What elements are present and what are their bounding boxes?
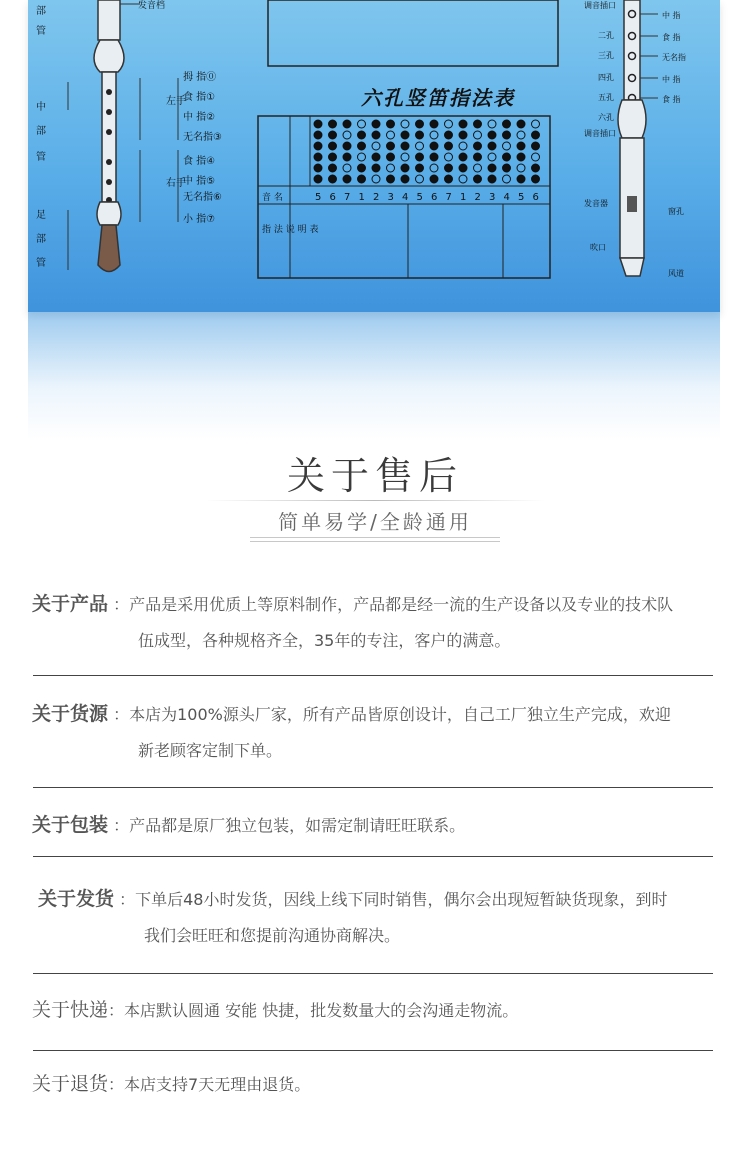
fingering-dot	[445, 153, 453, 161]
fingering-dot	[459, 153, 467, 161]
info-item-packaging: 关于包装 ：产品都是原厂独立包装，如需定制请旺旺联系。	[32, 814, 466, 836]
info-item-express: 关于快递：本店默认圆通 安能 快捷，批发数量大的会沟通走物流。	[32, 999, 519, 1021]
fingering-dot	[445, 175, 453, 183]
item-text: 产品都是原厂独立包装，如需定制请旺旺联系。	[129, 816, 466, 835]
fingering-dot	[430, 164, 438, 172]
note-label: 5	[518, 192, 525, 203]
hole-label-2: 中 指②	[183, 112, 216, 123]
fingering-dot	[517, 164, 525, 172]
fingering-dot	[372, 164, 380, 172]
fingering-dot	[503, 120, 511, 128]
fingering-chart-graphic	[28, 0, 720, 312]
fingering-dot	[358, 142, 366, 150]
fingering-dot	[358, 120, 366, 128]
fingering-dot	[387, 120, 395, 128]
fingering-dot	[488, 175, 496, 183]
item-text-cont: 伍成型，各种规格齐全，35年的专注，客户的满意。	[138, 631, 511, 650]
note-label: 3	[489, 192, 496, 203]
right-label-1: 二孔	[598, 31, 614, 40]
fingering-dot	[401, 175, 409, 183]
item-label: 关于快递	[32, 999, 109, 1021]
note-label: 6	[532, 192, 539, 203]
fingering-dot	[372, 153, 380, 161]
note-label: 2	[474, 192, 481, 203]
info-item-product: 关于产品 ：产品是采用优质上等原料制作，产品都是经一流的生产设备以及专业的技术队 伍成型，各种规格齐全，35年的专注，客户的满意。	[32, 586, 717, 659]
fingering-dot	[503, 131, 511, 139]
right-finger-3: 中 指	[662, 75, 681, 84]
fingering-dot	[372, 142, 380, 150]
right-label-8: 吹口	[590, 243, 606, 252]
right-label-7: 发音器	[584, 199, 608, 208]
fingering-dot	[401, 164, 409, 172]
fingering-dot	[329, 120, 337, 128]
right-label-3: 四孔	[598, 73, 614, 82]
fingering-dot	[358, 153, 366, 161]
hole-label-1: 食 指①	[183, 92, 216, 103]
fingering-dot	[387, 175, 395, 183]
note-label: 1	[358, 192, 365, 203]
item-label: 关于产品	[32, 593, 109, 615]
fingering-dot	[387, 153, 395, 161]
chart-label-bu2: 部	[36, 126, 46, 137]
chart-label-zu: 足	[36, 210, 46, 221]
fingering-dot	[517, 131, 525, 139]
item-label: 关于退货	[32, 1073, 109, 1095]
info-item-shipping: 关于发货 ：下单后48小时发货，因线上线下同时销售，偶尔会出现短暂缺货现象，到时 我们会旺旺和您提前沟通协商解决。	[38, 881, 723, 954]
fingering-dot	[532, 131, 540, 139]
method-label: 指 法 说 明 表	[262, 225, 319, 235]
note-label: 6	[329, 192, 336, 203]
fingering-dot	[358, 175, 366, 183]
fingering-dot	[474, 153, 482, 161]
fingering-dot	[474, 120, 482, 128]
fingering-dot	[488, 131, 496, 139]
fingering-dot	[372, 175, 380, 183]
fingering-dot	[474, 131, 482, 139]
fingering-dot	[445, 120, 453, 128]
fingering-dot	[416, 164, 424, 172]
fingering-dot	[358, 131, 366, 139]
fingering-dot	[488, 120, 496, 128]
fingering-dot	[503, 164, 511, 172]
chart-top-label: 发音档	[138, 1, 166, 11]
fingering-dot	[343, 120, 351, 128]
fingering-dot	[459, 120, 467, 128]
info-item-source: 关于货源 ：本店为100%源头厂家，所有产品皆原创设计，自己工厂独立生产完成，欢迎 新老顾客定制下单。	[32, 696, 717, 769]
right-finger-2: 无名指	[662, 53, 686, 62]
product-banner	[0, 0, 750, 440]
fingering-dot	[430, 131, 438, 139]
fingering-dot	[387, 131, 395, 139]
fingering-dot	[445, 131, 453, 139]
fingering-dot	[314, 164, 322, 172]
right-label-4: 五孔	[598, 93, 614, 102]
fingering-dot	[343, 153, 351, 161]
left-recorder-illustration	[68, 0, 178, 272]
right-label-2: 三孔	[598, 51, 614, 60]
fingering-dot	[430, 142, 438, 150]
item-text: 下单后48小时发货，因线上线下同时销售，偶尔会出现短暂缺货现象，到时	[135, 890, 668, 909]
fingering-dot	[474, 175, 482, 183]
fingering-dot	[401, 131, 409, 139]
note-label: 1	[460, 192, 467, 203]
fingering-dots	[314, 120, 540, 183]
fingering-dot	[329, 175, 337, 183]
note-label: 6	[431, 192, 438, 203]
right-label-9: 窗孔	[668, 207, 684, 216]
top-partial-table	[268, 0, 558, 66]
divider	[33, 856, 713, 857]
fingering-dot	[532, 175, 540, 183]
fingering-dot	[358, 164, 366, 172]
fingering-dot	[343, 175, 351, 183]
left-hand-label: 左手	[166, 96, 186, 107]
fingering-dot	[503, 142, 511, 150]
note-label: 4	[402, 192, 409, 203]
hole-label-6: 无名指⑥	[183, 192, 222, 203]
fingering-dot	[329, 153, 337, 161]
item-text: 产品是采用优质上等原料制作，产品都是经一流的生产设备以及专业的技术队	[129, 595, 674, 614]
item-text-cont: 我们会旺旺和您提前沟通协商解决。	[144, 926, 401, 945]
notes-row	[315, 192, 539, 203]
fingering-dot	[459, 142, 467, 150]
banner-reflection	[28, 312, 720, 440]
fingering-dot	[488, 164, 496, 172]
note-label: 7	[344, 192, 351, 203]
chart-label-guan2: 管	[36, 152, 46, 163]
right-label-0: 调音插口	[584, 1, 616, 10]
right-recorder-illustration	[618, 0, 658, 276]
fingering-dot	[416, 142, 424, 150]
chart-label-guan: 管	[36, 26, 46, 37]
fingering-dot	[445, 142, 453, 150]
hole-label-4: 食 指④	[183, 156, 216, 167]
fingering-dot	[532, 120, 540, 128]
fingering-dot	[387, 164, 395, 172]
chart-label-zhong: 中	[36, 102, 46, 113]
fingering-dot	[488, 142, 496, 150]
hole-label-0: 拇 指⓪	[183, 72, 217, 83]
hole-label-3: 无名指③	[183, 132, 222, 143]
right-finger-1: 食 指	[662, 33, 681, 42]
fingering-dot	[430, 120, 438, 128]
right-finger-4: 食 指	[662, 95, 681, 104]
fingering-dot	[314, 131, 322, 139]
fingering-dot	[459, 131, 467, 139]
item-label: 关于包装	[32, 814, 109, 836]
right-label-6: 调音插口	[584, 129, 616, 138]
fingering-dot	[314, 175, 322, 183]
item-label: 关于货源	[32, 703, 109, 725]
fingering-dot	[343, 142, 351, 150]
fingering-chart-image	[28, 0, 720, 312]
fingering-dot	[401, 153, 409, 161]
fingering-dot	[532, 164, 540, 172]
note-label: 7	[445, 192, 452, 203]
fingering-dot	[474, 164, 482, 172]
fingering-dot	[474, 142, 482, 150]
right-hand-label: 右手	[166, 178, 186, 189]
fingering-dot	[488, 153, 496, 161]
right-finger-0: 中 指	[662, 11, 681, 20]
title-divider	[205, 500, 545, 501]
fingering-dot	[329, 131, 337, 139]
right-label-5: 六孔	[598, 113, 614, 122]
fingering-dot	[416, 120, 424, 128]
fingering-dot	[416, 131, 424, 139]
fingering-dot	[401, 142, 409, 150]
decorative-fine-print	[250, 534, 500, 546]
fingering-dot	[314, 120, 322, 128]
fingering-dot	[532, 142, 540, 150]
item-text: 本店默认圆通 安能 快捷，批发数量大的会沟通走物流。	[124, 1001, 519, 1020]
fingering-dot	[314, 142, 322, 150]
chart-label-bu: 部	[36, 6, 46, 17]
right-label-10: 风道	[668, 269, 684, 278]
fingering-dot	[503, 175, 511, 183]
item-text: 本店为100%源头厂家，所有产品皆原创设计，自己工厂独立生产完成，欢迎	[129, 705, 671, 724]
fingering-dot	[329, 164, 337, 172]
fingering-dot	[532, 153, 540, 161]
fingering-dot	[372, 120, 380, 128]
item-text: 本店支持7天无理由退货。	[124, 1075, 311, 1094]
info-item-returns: 关于退货：本店支持7天无理由退货。	[32, 1073, 311, 1095]
page-subtitle: 简单易学/全龄通用	[278, 510, 472, 534]
fingering-dot	[372, 131, 380, 139]
fingering-dot	[430, 153, 438, 161]
note-label: 5	[315, 192, 322, 203]
hole-label-5: 中 指⑤	[183, 176, 216, 187]
fingering-dot	[314, 153, 322, 161]
fingering-dot	[503, 153, 511, 161]
fingering-dot	[430, 175, 438, 183]
fingering-dot	[517, 153, 525, 161]
fingering-dot	[387, 142, 395, 150]
note-label: 4	[503, 192, 510, 203]
fingering-dot	[343, 131, 351, 139]
fingering-dot	[416, 175, 424, 183]
tone-label: 音 名	[262, 193, 283, 203]
divider	[33, 1050, 713, 1051]
note-label: 2	[373, 192, 380, 203]
item-text-cont: 新老顾客定制下单。	[138, 741, 283, 760]
divider	[33, 787, 713, 788]
fingering-dot	[459, 175, 467, 183]
hole-label-7: 小 指⑦	[183, 214, 216, 225]
item-label: 关于发货	[38, 888, 115, 910]
note-label: 3	[387, 192, 394, 203]
note-label: 5	[416, 192, 423, 203]
fingering-dot	[343, 164, 351, 172]
fingering-dot	[517, 175, 525, 183]
divider	[33, 675, 713, 676]
chart-title: 六孔竖笛指法表	[361, 86, 515, 110]
chart-label-guan3: 管	[36, 258, 46, 269]
fingering-dot	[401, 120, 409, 128]
divider	[33, 973, 713, 974]
fingering-dot	[416, 153, 424, 161]
fingering-dot	[445, 164, 453, 172]
page-title: 关于售后	[286, 454, 463, 498]
chart-label-bu3: 部	[36, 234, 46, 245]
fingering-dot	[329, 142, 337, 150]
fingering-dot	[517, 142, 525, 150]
fingering-dot	[459, 164, 467, 172]
fingering-dot	[517, 120, 525, 128]
